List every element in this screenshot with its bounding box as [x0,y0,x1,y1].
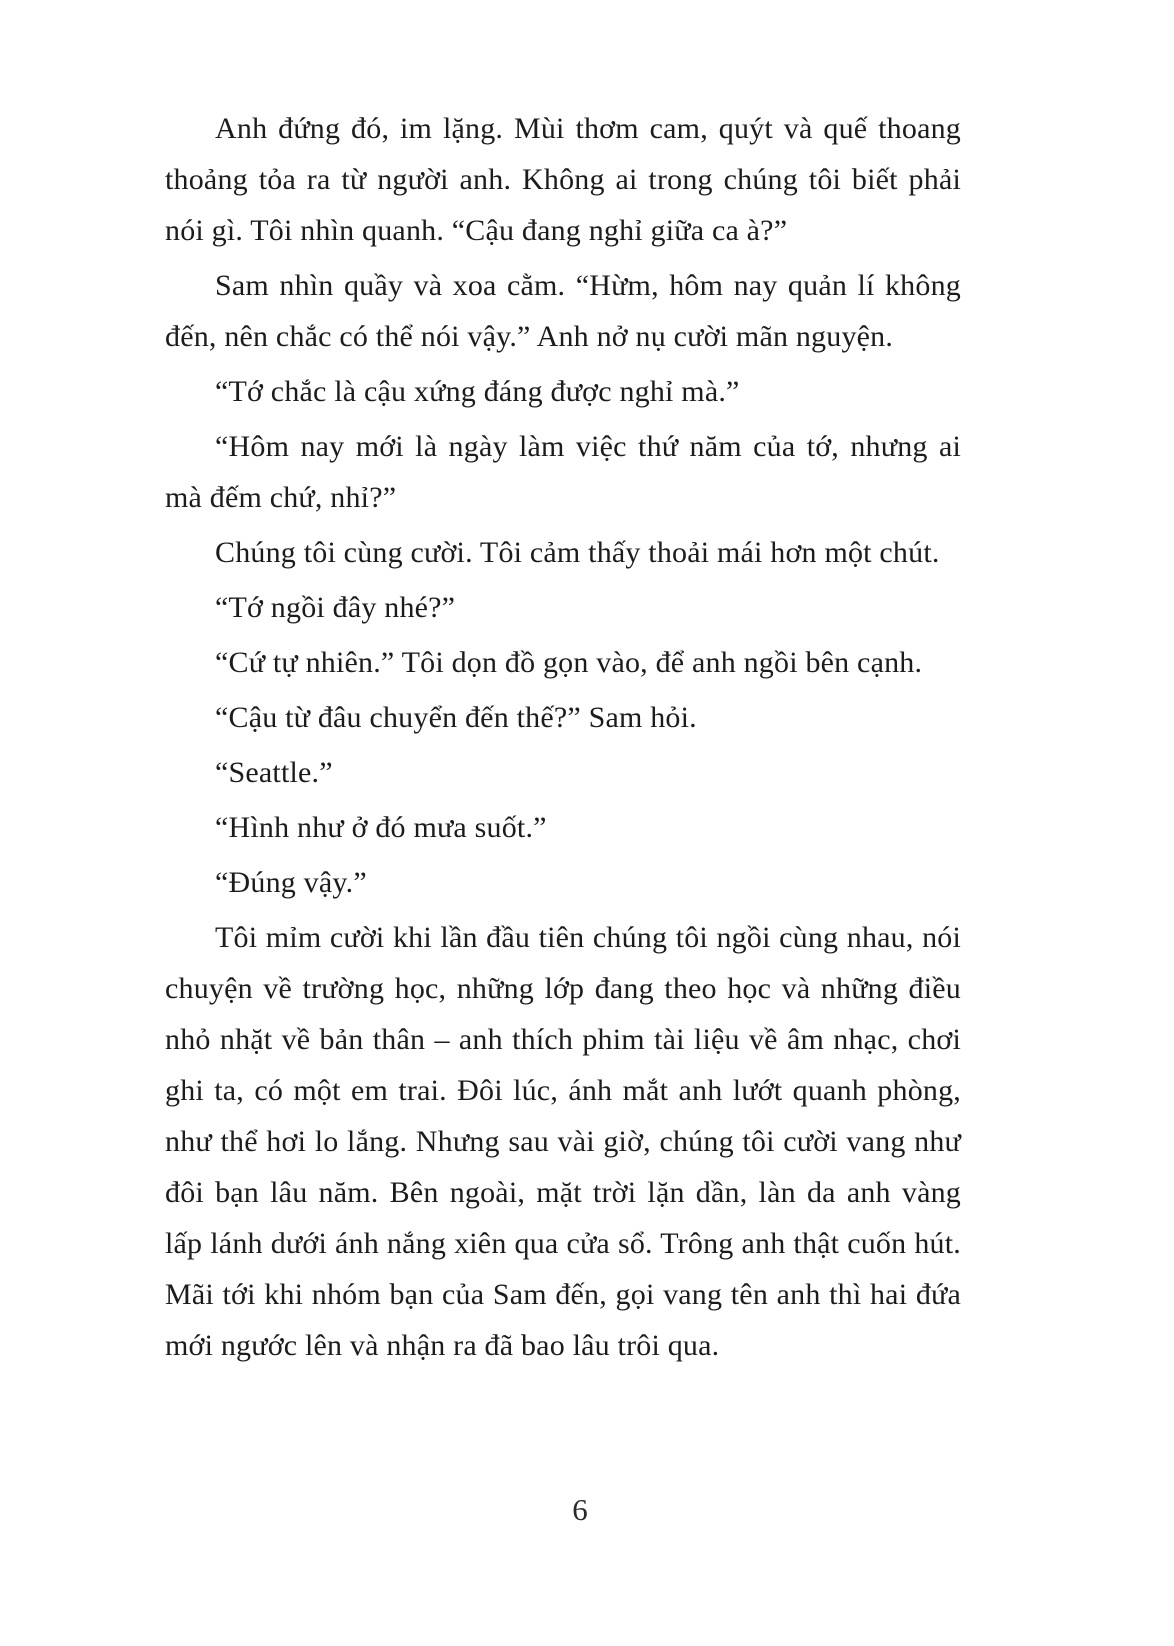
paragraph: Sam nhìn quầy và xoa cằm. “Hừm, hôm nay quản lí không đến, nên chắc có thể nói vậy.” Anh nở nụ cười mãn nguyện. [165,269,961,353]
page-number: 6 [572,1492,588,1527]
paragraph: Anh đứng đó, im lặng. Mùi thơm cam, quýt và quế thoang thoảng tỏa ra từ người anh. Không ai trong chúng tôi biết phải nói gì. Tôi nhìn quanh. “Cậu đang nghỉ giữa ca à?” [165,112,961,247]
paragraph: “Tớ ngồi đây nhé?” [215,591,456,624]
text-block [165,103,961,1375]
paragraph: “Seattle.” [215,756,333,789]
paragraph: Tôi mỉm cười khi lần đầu tiên chúng tôi ngồi cùng nhau, nói chuyện về trường học, những lớp đang theo học và những điều nhỏ nhặt về bản thân – anh thích phim tài liệu về âm nhạc, chơi ghi ta, có một em trai. Đôi lúc, ánh mắt anh lướt quanh phòng, như thể hơi lo lắng. Nhưng sau vài giờ, chúng tôi cười vang như đôi bạn lâu năm. Bên ngoài, mặt trời lặn dần, làn da anh vàng lấp lánh dưới ánh nắng xiên qua cửa sổ. Trông anh thật cuốn hút. Mãi tới khi nhóm bạn của Sam đến, gọi vang tên anh thì hai đứa mới ngước lên và nhận ra đã bao lâu trôi qua. [165,921,961,1362]
paragraph: “Tớ chắc là cậu xứng đáng được nghỉ mà.” [215,375,740,408]
paragraph: “Cậu từ đâu chuyển đến thế?” Sam hỏi. [215,701,697,734]
paragraph: Chúng tôi cùng cười. Tôi cảm thấy thoải mái hơn một chút. [215,536,940,569]
paragraph: “Cứ tự nhiên.” Tôi dọn đồ gọn vào, để anh ngồi bên cạnh. [215,646,923,679]
paragraph: “Hình như ở đó mưa suốt.” [215,811,547,844]
paragraph: “Đúng vậy.” [215,866,367,899]
paragraph: “Hôm nay mới là ngày làm việc thứ năm của tớ, nhưng ai mà đếm chứ, nhỉ?” [165,430,961,514]
